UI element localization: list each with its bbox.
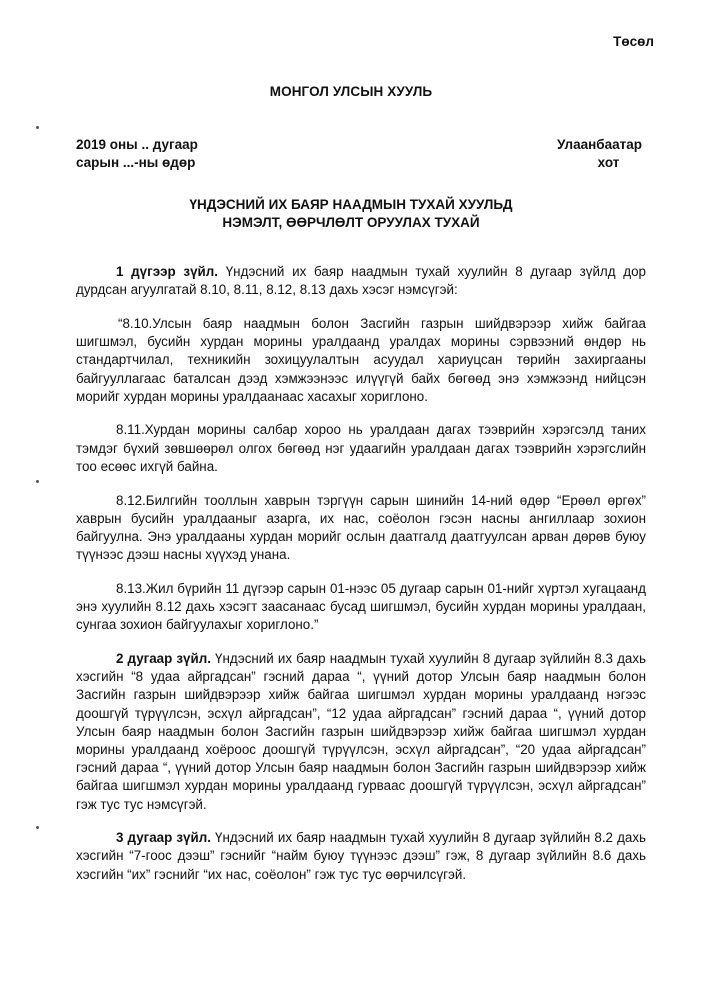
- article-2: [76, 650, 646, 814]
- document-body: [76, 263, 646, 899]
- article-heading: 1 дүгээр зүйл.: [116, 264, 218, 279]
- date-block: [76, 136, 198, 172]
- article-heading: 3 дугаар зүйл.: [116, 830, 211, 846]
- document-title-line-1: ҮНДЭСНИЙ ИХ БАЯР НААДМЫН ТУХАЙ ХУУЛЬД: [189, 197, 513, 212]
- article-text: Үндэсний их баяр наадмын тухай хуулийн 8 дугаар зүйлийн 8.2 дахь хэсгийн “7-гоос дээш” гэснийг “найм буюу түүнээс дээш” гэж, 8 дугаар зүйлийн 8.6 дахь хэсгийн “их” гэснийг “их нас, соёолон” гэж тус тус өөрчилсүгэй.: [76, 830, 647, 882]
- clause-8-13: 8.13.Жил бүрийн 11 дүгээр сарын 01-нээс 05 дугаар сарын 01-нийг хүртэл хугацаанд энэ хуулийн 8.12 дахь хэсэгт заасанаас бусад шигшмэл, бусийн хурдан морины уралдаан, сунгаа зохион байгуулахыг хориглоно.”: [76, 580, 646, 633]
- place-line-2: хот: [597, 155, 620, 170]
- article-1: [76, 263, 646, 299]
- place-block: [557, 136, 642, 172]
- article-text: Үндэсний их баяр наадмын тухай хуулийн 8 дугаар зүйлд дор дурдсан агуулгатай 8.10, 8.11, 8.12, 8.13 дахь хэсэг нэмсүгэй:: [76, 264, 646, 298]
- place-line-1: Улаанбаатар: [556, 137, 642, 152]
- date-line-2: сарын ...-ны өдөр: [76, 155, 196, 170]
- article-3: [76, 829, 646, 884]
- scan-speck: [36, 480, 39, 483]
- document-title: [0, 196, 702, 232]
- scan-speck: [36, 826, 39, 829]
- draft-label: Төсөл: [613, 34, 654, 49]
- law-title: МОНГОЛ УЛСЫН ХУУЛЬ: [269, 84, 433, 99]
- article-text: Үндэсний их баяр наадмын тухай хуулийн 8 дугаар зүйлийн 8.3 дахь хэсгийн “8 удаа айргадсан” гэсний дараа “, үүний дотор Улсын баяр наадмын болон Засгийн газрын шийдвэрээр хийж байгаа шигшмэл хурдан морины уралдаанд нэгээс доошгүй түрүүлсэн, эсхүл айргадсан”, “12 удаа айргадсан” гэсний дараа “, үүний дотор Улсын баяр наадмын болон Засгийн газрын шийдвэрээр хийж байгаа шигшмэл хурдан морины уралдаанд хоёроос доошгүй түрүүлсэн, эсхүл айргадсан”, “20 удаа айргадсан” гэсний дараа “, үүний дотор Улсын баяр наадмын болон Засгийн газрын шийдвэрээр хийж байгаа шигшмэл хурдан морины уралдаанд гурваас доошгүй түрүүлсэн, эсхүл айргадсан” гэж тус тус нэмсүгэй.: [76, 650, 647, 812]
- date-line-1: 2019 оны .. дугаар: [76, 137, 198, 152]
- clause-8-10: “8.10.Улсын баяр наадмын болон Засгийн газрын шийдвэрээр хийж байгаа шигшмэл, бусийн хурдан морины уралдаанд уралдах морины сэрвээний өндөр нь стандартчилал, техникийн зохицуулалтын асуудал хариуцсан төрийн захиргааны байгууллагаас баталсан дээд хэмжээнээс илүүгүй байх бөгөөд энэ хэмжээнд нийцсэн морийг хурдан морины уралдаанаас хасахыг хориглоно.: [76, 315, 646, 404]
- clause-8-12: 8.12.Билгийн тооллын хаврын тэргүүн сарын шинийн 14-ний өдөр “Ерөөл өргөх” хаврын бусийн уралдааныг азарга, их нас, соёолон гэсэн насны ангиллаар зохион байгуулна. Энэ уралдааны хурдан морийг ослын даатгалд даатгуулсан арван дөрөв буюу түүнээс дээш насны хүүхэд унана.: [76, 492, 646, 563]
- scan-speck: [36, 126, 39, 129]
- article-heading: 2 дугаар зүйл.: [116, 650, 211, 666]
- document-title-line-2: НЭМЭЛТ, ӨӨРЧЛӨЛТ ОРУУЛАХ ТУХАЙ: [222, 215, 480, 230]
- clause-8-11: 8.11.Хурдан морины салбар хороо нь уралдаан дагах тээврийн хэрэгсэлд таних тэмдэг бүхий зөвшөөрөл олгох бөгөөд нэг удаагийн уралдаан дагах тээврийн хэрэгслийн тоо есөөс ихгүй байна.: [76, 422, 646, 474]
